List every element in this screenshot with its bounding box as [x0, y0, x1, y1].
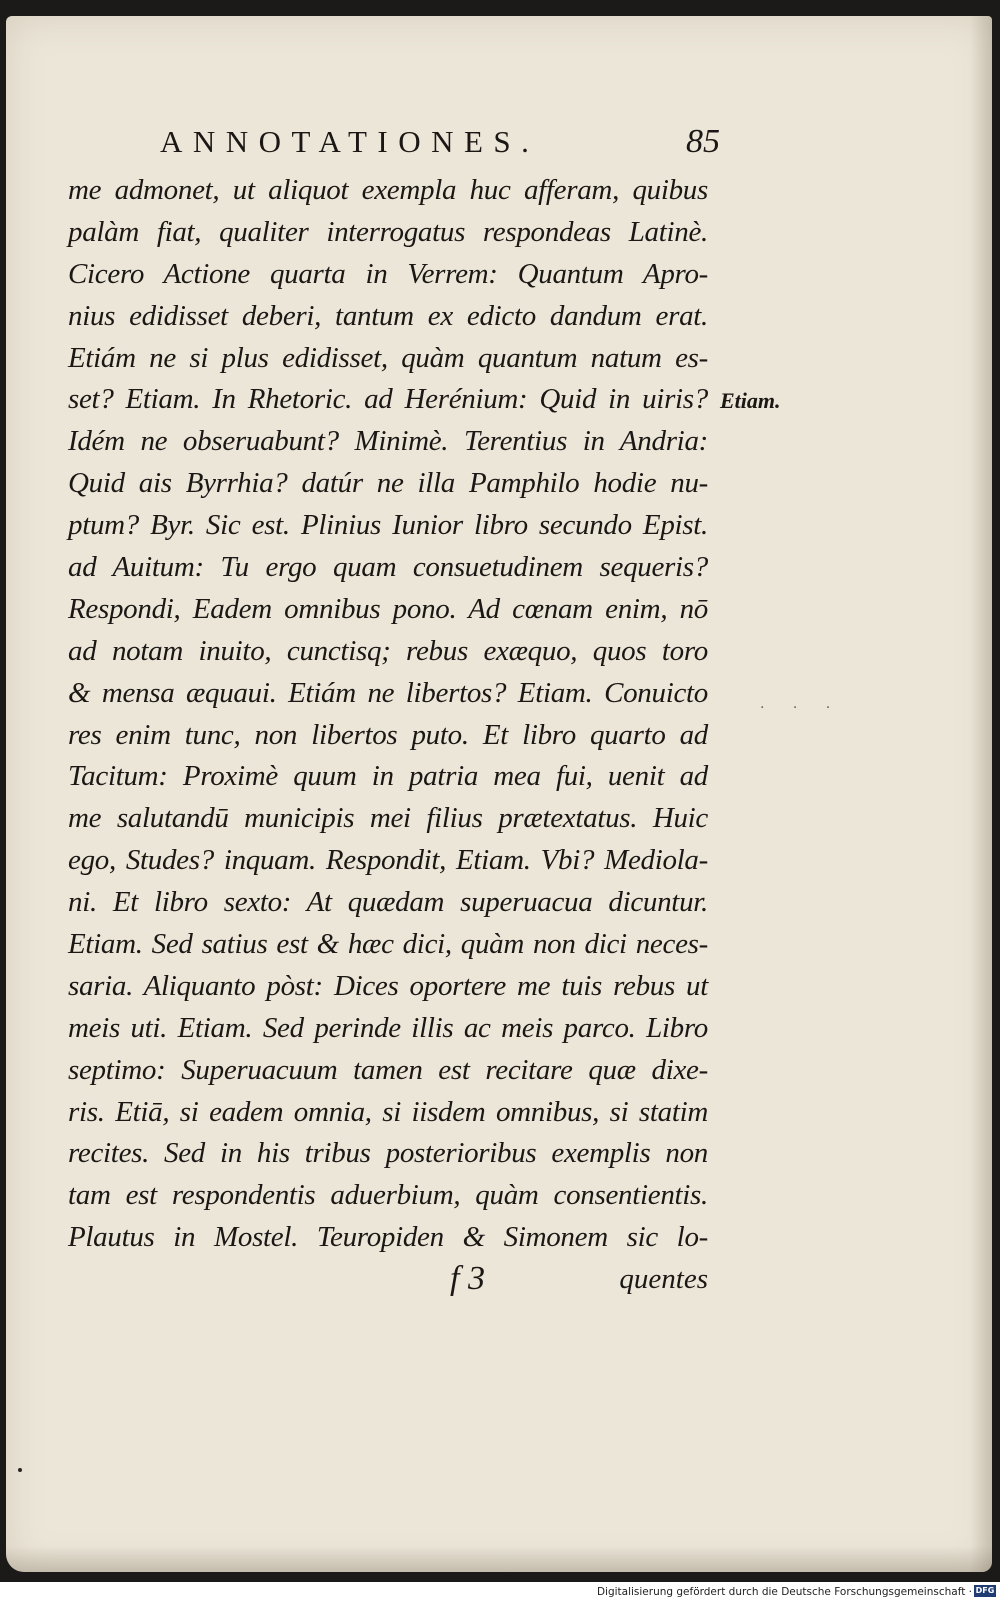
page-bottom-shadow — [6, 1546, 992, 1572]
text-line: Tacitum: Proximè quum in patria mea fui, uenit ad — [68, 760, 708, 793]
text-line: Idém ne obseruabunt? Minimè. Terentius in Andria: — [68, 425, 708, 458]
text-line: saria. Aliquanto pòst: Dices oportere me tuis rebus ut — [68, 969, 708, 1002]
page-edge-shadow — [970, 16, 992, 1572]
text-line: ad Auitum: Tu ergo quam consuetudinem sequeris? — [68, 551, 708, 584]
text-line: Etiam. Sed satius est & hæc dici, quàm non dici neces- — [68, 928, 708, 961]
body-text — [68, 170, 708, 1259]
text-line: tam est respondentis aduerbium, quàm consentientis. — [68, 1179, 708, 1212]
text-line: ptum? Byr. Sic est. Plinius Iunior libro secundo Epist. — [68, 509, 708, 542]
ink-specks: · · · — [760, 700, 843, 716]
text-line: me admonet, ut aliquot exempla huc afferam, quibus — [68, 174, 708, 206]
text-line: res enim tunc, non libertos puto. Et libro quarto ad — [68, 718, 708, 751]
text-line: septimo: Superuacuum tamen est recitare quæ dixe- — [68, 1053, 708, 1086]
text-line: palàm fiat, qualiter interrogatus respondeas Latinè. — [68, 215, 708, 248]
text-line: nius edidisset deberi, tantum ex edicto dandum erat. — [68, 299, 708, 332]
text-line: Cicero Actione quarta in Verrem: Quantum Apro- — [68, 257, 708, 290]
text-line: ris. Etiā, si eadem omnia, si iisdem omnibus, si statim — [68, 1095, 708, 1128]
ink-speck — [18, 1468, 22, 1472]
running-head — [160, 118, 720, 166]
text-line: set? Etiam. In Rhetoric. ad Herénium: Quid in uiris? — [68, 383, 708, 416]
running-title: ANNOTATIONES. — [160, 124, 540, 159]
signature-line — [68, 1257, 708, 1301]
text-line: Etiám ne si plus edidisset, quàm quantum natum es- — [68, 341, 708, 374]
page-number: 85 — [686, 123, 720, 160]
dfg-logo: DFG — [975, 1586, 995, 1595]
catchword: quentes — [619, 1263, 708, 1295]
text-line: ni. Et libro sexto: At quædam superuacua dicuntur. — [68, 886, 708, 919]
text-line: meis uti. Etiam. Sed perinde illis ac meis parco. Libro — [68, 1011, 708, 1044]
text-line: Plautus in Mostel. Teuropiden & Simonem sic lo- — [68, 1221, 708, 1254]
digitization-credit: Digitalisierung gefördert durch die Deutsche Forschungsgemeinschaft · — [596, 1586, 972, 1598]
marginal-note: Etiam. — [720, 388, 781, 413]
text-line: ego, Studes? inquam. Respondit, Etiam. Vbi? Mediola- — [68, 844, 708, 877]
text-line: me salutandū municipis mei filius prætextatus. Huic — [68, 802, 708, 835]
text-line: & mensa æquaui. Etiám ne libertos? Etiam. Conuicto — [68, 676, 708, 709]
text-line: ad notam inuito, cunctisq; rebus exæquo, quos toro — [68, 634, 708, 667]
text-line: Respondi, Eadem omnibus pono. Ad cœnam enim, nō — [68, 592, 708, 625]
signature-mark: f 3 — [450, 1260, 485, 1297]
text-line: recites. Sed in his tribus posterioribus exemplis non — [68, 1137, 708, 1170]
text-line: Quid ais Byrrhia? datúr ne illa Pamphilo hodie nu- — [68, 467, 708, 500]
